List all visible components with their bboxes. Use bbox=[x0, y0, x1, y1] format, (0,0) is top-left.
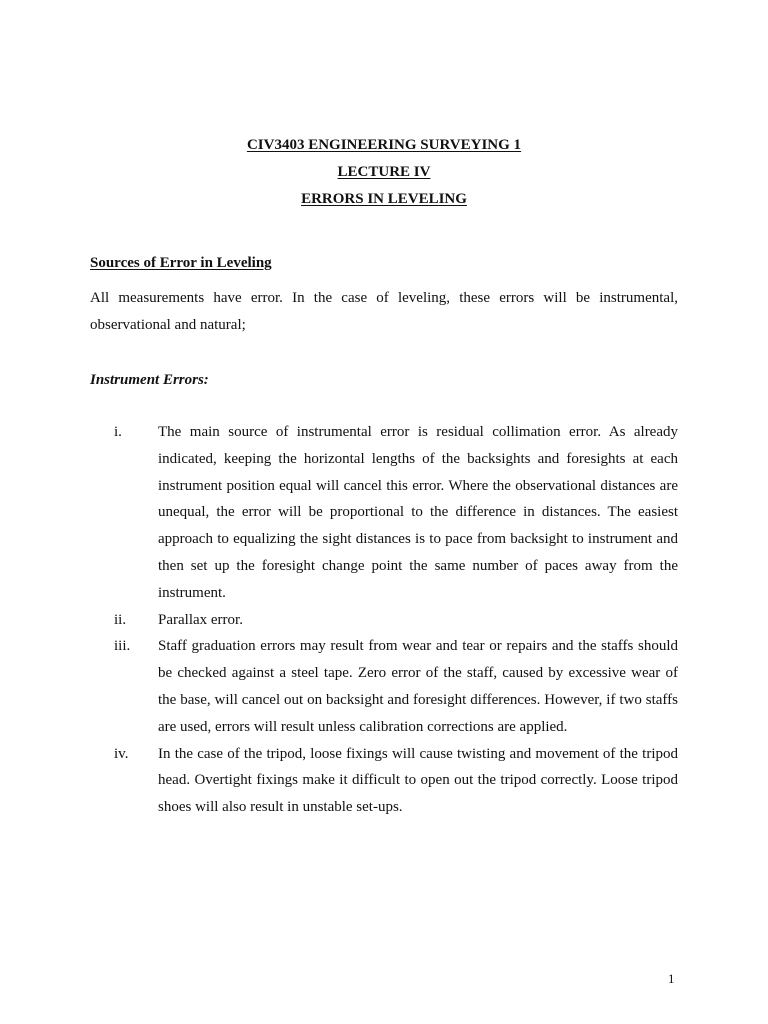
list-item-numeral: iv. bbox=[114, 745, 129, 762]
instrument-errors-list bbox=[90, 419, 678, 821]
list-item bbox=[90, 633, 678, 740]
list-item-numeral: i. bbox=[114, 424, 122, 440]
intro-paragraph: All measurements have error. In the case of leveling, these errors will be instrumental, observational and natural; bbox=[90, 290, 678, 333]
page-number: 1 bbox=[668, 971, 675, 986]
list-item-text: In the case of the tripod, loose fixings will cause twisting and movement of the tripod head. Overtight fixings make it difficult to open out the tripod correctly. Loose tripod shoes will also result in unstable set-ups. bbox=[158, 745, 678, 816]
list-item-text: Staff graduation errors may result from wear and tear or repairs and the staffs should be checked against a steel tape. Zero error of the staff, caused by excessive wear of the base, will cancel out on backsight and foresight differences. However, if two staffs are used, errors will result unless calibration corrections are applied. bbox=[158, 638, 678, 735]
topic-title-text: ERRORS IN LEVELING bbox=[301, 191, 467, 207]
list-item bbox=[90, 419, 678, 607]
lecture-title bbox=[0, 162, 768, 182]
course-title bbox=[0, 135, 768, 155]
list-item-numeral: ii. bbox=[114, 611, 127, 628]
course-title-text: CIV3403 ENGINEERING SURVEYING 1 bbox=[246, 137, 522, 153]
section-heading: Sources of Error in Leveling bbox=[90, 255, 272, 271]
list-item-numeral: iii. bbox=[114, 638, 131, 655]
list-item-text: Parallax error. bbox=[158, 611, 243, 628]
list-item bbox=[90, 607, 678, 634]
lecture-title-text: LECTURE IV bbox=[337, 164, 431, 180]
instrument-errors-heading: Instrument Errors: bbox=[90, 372, 209, 388]
list-item-text: The main source of instrumental error is residual collimation error. As already indicated, keeping the horizontal lengths of the backsights and foresights at each instrument position equal will cancel this error. Where the observational distances are unequal, the error will be proportional to the difference in distances. The easiest approach to equalizing the sight distances is to pace from backsight to instrument and then set up the foresight change point the same number of paces away from the instrument. bbox=[158, 424, 678, 601]
topic-title bbox=[0, 189, 768, 209]
list-item bbox=[90, 741, 678, 821]
